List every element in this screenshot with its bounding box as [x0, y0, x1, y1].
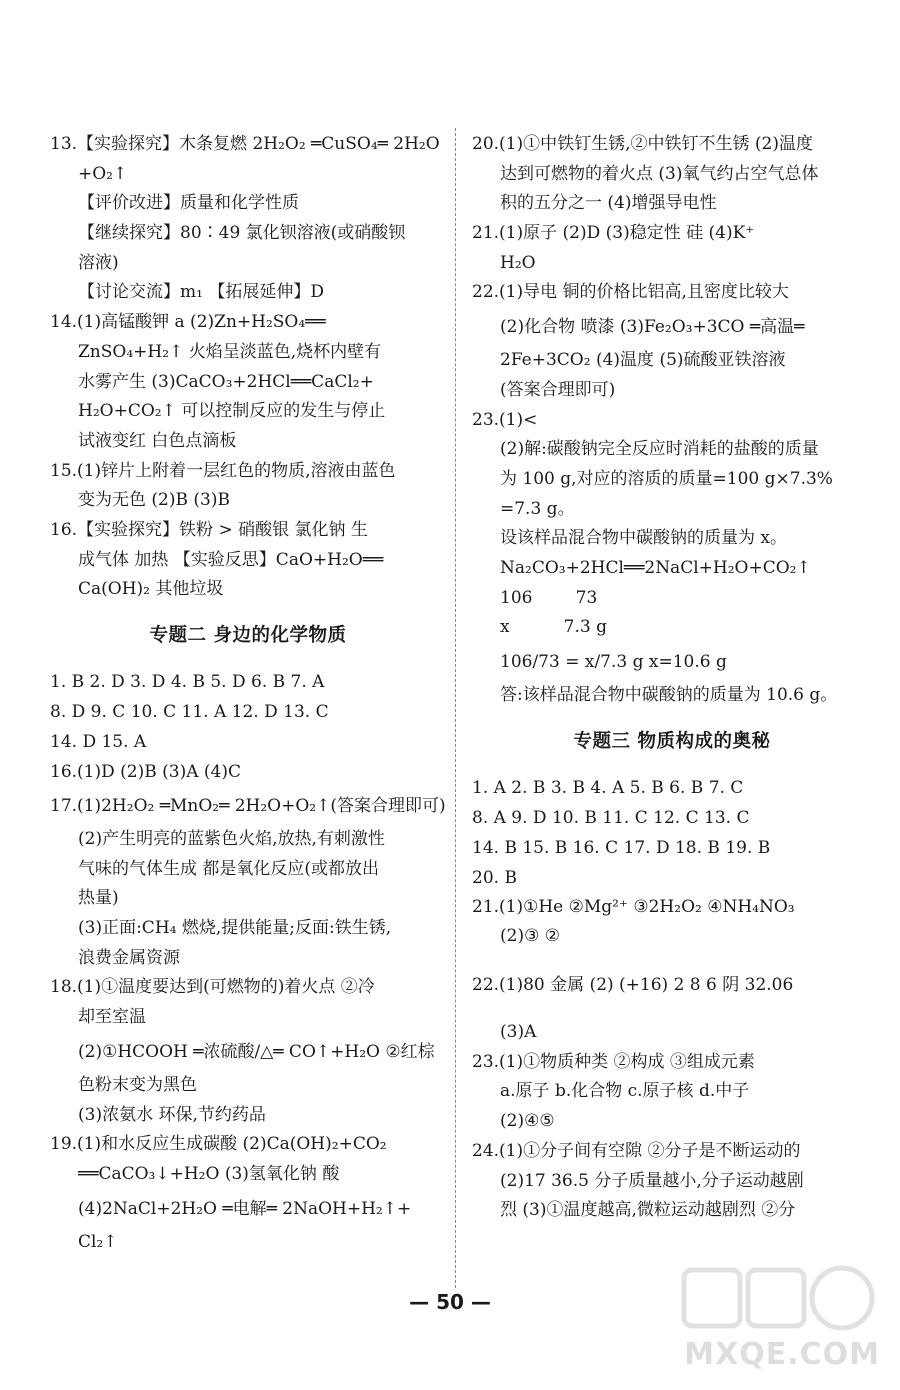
mc-answers-row: 1. A 2. B 3. B 4. A 5. B 6. B 7. C: [472, 777, 744, 798]
section-title: 专题二 身边的化学物质: [149, 625, 347, 646]
answer-line: (2)解:碳酸钠完全反应时消耗的盐酸的质量: [500, 439, 819, 460]
mc-answers-row: 14. D 15. A: [50, 732, 147, 752]
answer-line: 18.(1)①温度要达到(可燃物的)着火点 ②冷: [50, 977, 375, 998]
answer-line: 【讨论交流】m₁ 【拓展延伸】D: [78, 282, 324, 303]
column-divider: [455, 128, 456, 1288]
watermark-icon: [676, 1262, 886, 1342]
answer-line: 17.(1)2H₂O₂ ═MnO₂═ 2H₂O+O₂↑(答案合理即可): [50, 796, 446, 816]
answer-line: 为 100 g,对应的溶质的质量=100 g×7.3%: [500, 468, 833, 489]
watermark-logo: [676, 1262, 886, 1372]
answer-line: 设该样品混合物中碳酸钠的质量为 x。: [500, 528, 787, 549]
answer-line: 23.(1)<: [472, 409, 538, 430]
right-column: [472, 130, 872, 1226]
mc-answers-row: 1. B 2. D 3. D 4. B 5. D 6. B 7. A: [50, 672, 325, 692]
answer-line: Ca(OH)₂ 其他垃圾: [78, 579, 224, 600]
answer-line: a.原子 b.化合物 c.原子核 d.中子: [500, 1081, 750, 1102]
mc-answers-row: 16.(1)D (2)B (3)A (4)C: [50, 762, 241, 782]
answer-line: 答:该样品混合物中碳酸钠的质量为 10.6 g。: [500, 685, 838, 705]
answer-line: 19.(1)和水反应生成碳酸 (2)Ca(OH)₂+CO₂: [50, 1134, 387, 1155]
answer-line: 成气体 加热 【实验反思】CaO+H₂O══: [78, 549, 384, 570]
answer-line: (2)17 36.5 分子质量越小,分子运动越剧: [500, 1170, 804, 1191]
answer-line: 22.(1)80 金属 (2) (+16) 2 8 6 阴 32.06: [472, 975, 794, 996]
answer-line: 13.【实验探究】木条复燃 2H₂O₂ ═CuSO₄═ 2H₂O: [50, 134, 440, 154]
answer-line: 24.(1)①分子间有空隙 ②分子是不断运动的: [472, 1140, 801, 1161]
answer-line: 【继续探究】80∶49 氯化钡溶液(或硝酸钡: [78, 223, 406, 244]
answer-line: 15.(1)锌片上附着一层红色的物质,溶液由蓝色: [50, 460, 396, 481]
answer-line: 热量): [78, 888, 119, 909]
mc-answers-row: 14. B 15. B 16. C 17. D 18. B 19. B: [472, 837, 771, 858]
answer-line: (2)产生明亮的蓝紫色火焰,放热,有刺激性: [78, 829, 385, 849]
answer-line: 变为无色 (2)B (3)B: [78, 490, 230, 511]
answer-line: 烈 (3)①温度越高,微粒运动越剧烈 ②分: [500, 1200, 796, 1221]
answer-line: (3)正面:CH₄ 燃烧,提供能量;反面:铁生锈,: [78, 918, 392, 939]
answer-line: 22.(1)导电 铜的价格比铝高,且密度比较大: [472, 282, 789, 303]
answer-line: 23.(1)①物质种类 ②构成 ③组成元素: [472, 1051, 755, 1072]
answer-line: 106/73 = x/7.3 g x=10.6 g: [500, 652, 727, 672]
answer-line: 14.(1)高锰酸钾 a (2)Zn+H₂SO₄══: [50, 312, 326, 333]
page-number: — 50 —: [409, 1290, 491, 1314]
answer-line: (答案合理即可): [500, 379, 616, 400]
answer-line: =7.3 g。: [500, 498, 575, 519]
answer-line: (3)A: [500, 1022, 537, 1043]
mc-answers-row: 8. D 9. C 10. C 11. A 12. D 13. C: [50, 702, 329, 722]
answer-line: 溶液): [78, 252, 119, 273]
answer-line: 气味的气体生成 都是氧化反应(或都放出: [78, 858, 380, 879]
answer-line: 积的五分之一 (4)增强导电性: [500, 193, 717, 214]
answer-line: Na₂CO₃+2HCl══2NaCl+H₂O+CO₂↑: [500, 557, 811, 578]
answer-line: 21.(1)①He ②Mg²⁺ ③2H₂O₂ ④NH₄NO₃: [472, 896, 795, 917]
answer-line: 【评价改进】质量和化学性质: [78, 193, 299, 214]
section-title: 专题三 物质构成的奥秘: [573, 730, 771, 752]
answer-line: 浪费金属资源: [78, 947, 180, 968]
answer-line: 16.【实验探究】铁粉 > 硝酸银 氯化钠 生: [50, 519, 368, 540]
answer-line: (2)①HCOOH ═浓硫酸/△═ CO↑+H₂O ②红棕: [78, 1041, 435, 1062]
answer-line: H₂O: [500, 252, 536, 273]
answer-line: +O₂↑: [78, 163, 128, 184]
answer-line: 20.(1)①中铁钉生锈,②中铁钉不生锈 (2)温度: [472, 134, 814, 154]
answer-line: x 7.3 g: [500, 617, 607, 638]
answer-line: 色粉末变为黑色: [78, 1074, 197, 1095]
answer-line: H₂O+CO₂↑ 可以控制反应的发生与停止: [78, 401, 386, 422]
mc-answers-row: 20. B: [472, 867, 517, 888]
watermark-text: MXQE.COM: [684, 1337, 880, 1372]
answer-line: (2)化合物 喷漆 (3)Fe₂O₃+3CO ═高温═: [500, 317, 805, 338]
answer-line: 106 73: [500, 587, 598, 608]
answer-line: (3)浓氨水 环保,节约药品: [78, 1104, 266, 1125]
answer-line: ZnSO₄+H₂↑ 火焰呈淡蓝色,烧杯内壁有: [78, 341, 382, 362]
answer-line: Cl₂↑: [78, 1231, 118, 1252]
answer-line: (4)2NaCl+2H₂O ═电解═ 2NaOH+H₂↑+: [78, 1198, 412, 1219]
left-column: [50, 130, 446, 1257]
answer-line: 水雾产生 (3)CaCO₃+2HCl══CaCl₂+: [78, 371, 374, 392]
answer-line: 达到可燃物的着火点 (3)氧气约占空气总体: [500, 163, 819, 184]
answer-line: 2Fe+3CO₂ (4)温度 (5)硫酸亚铁溶液: [500, 350, 786, 371]
answer-line: 21.(1)原子 (2)D (3)稳定性 硅 (4)K⁺: [472, 223, 755, 244]
answer-line: 试液变红 白色点滴板: [78, 430, 237, 451]
answer-line: 却至室温: [78, 1007, 146, 1028]
answer-line: ══CaCO₃↓+H₂O (3)氢氧化钠 酸: [78, 1163, 340, 1184]
answer-line: (2)③ ②: [500, 926, 560, 947]
answer-line: (2)④⑤: [500, 1111, 555, 1132]
mc-answers-row: 8. A 9. D 10. B 11. C 12. C 13. C: [472, 807, 750, 828]
